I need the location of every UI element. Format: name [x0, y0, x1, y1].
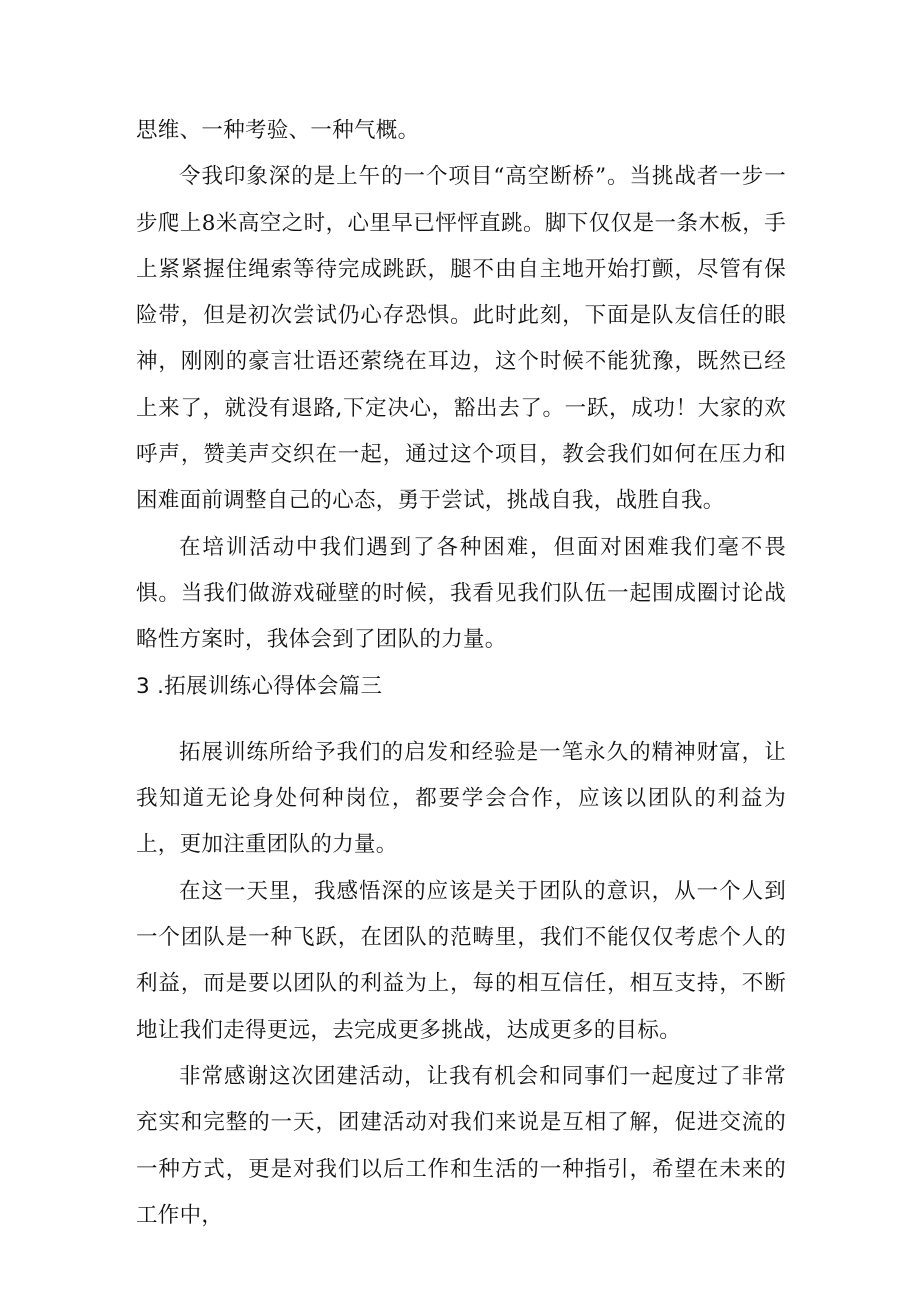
paragraph-high-bridge: 令我印象深的是上午的一个项目“高空断桥”。当挑战者一步一步爬上8米高空之时，心里早已怦怦直跳。脚下仅仅是一条木板，手上紧紧握住绳索等待完成跳跃，腿不由自主地开始打颤，尽管有保险带，但是初次尝试仍心存恐惧。此时此刻，下面是队友信任的眼神，刚刚的豪言壮语还萦绕在耳边，这个时候不能犹豫，既然已经上来了，就没有退路,下定决心，豁出去了。一跃，成功！大家的欢呼声，赞美声交织在一起，通过这个项目，教会我们如何在压力和困难面前调整自己的心态，勇于尝试，挑战自我，战胜自我。	[136, 164, 786, 514]
paragraph-team-awareness: 在这一天里，我感悟深的应该是关于团队的意识，从一个人到一个团队是一种飞跃，在团队的范畴里，我们不能仅仅考虑个人的利益，而是要以团队的利益为上，每的相互信任，相互支持，不断地让我们走得更远，去完成更多挑战，达成更多的目标。	[136, 878, 786, 1043]
paragraph-team-strength: 在培训活动中我们遇到了各种困难，但面对困难我们毫不畏惧。当我们做游戏碰壁的时候，我看见我们队伍一起围成圈讨论战略性方案时，我体会到了团队的力量。	[136, 534, 786, 653]
document-page	[136, 108, 786, 1239]
paragraph-inspiration: 拓展训练所给予我们的启发和经验是一笔永久的精神财富，让我知道无论身处何种岗位，都要学会合作，应该以团队的利益为上，更加注重团队的力量。	[136, 739, 786, 858]
section-heading: 3 .拓展训练心得体会篇三	[136, 673, 383, 699]
paragraph-gratitude: 非常感谢这次团建活动，让我有机会和同事们一起度过了非常充实和完整的一天，团建活动对我们来说是互相了解，促进交流的一种方式，更是对我们以后工作和生活的一种指引，希望在未来的工作中，	[136, 1063, 786, 1228]
paragraph-continuation: 思维、一种考验、一种气概。	[136, 118, 420, 143]
